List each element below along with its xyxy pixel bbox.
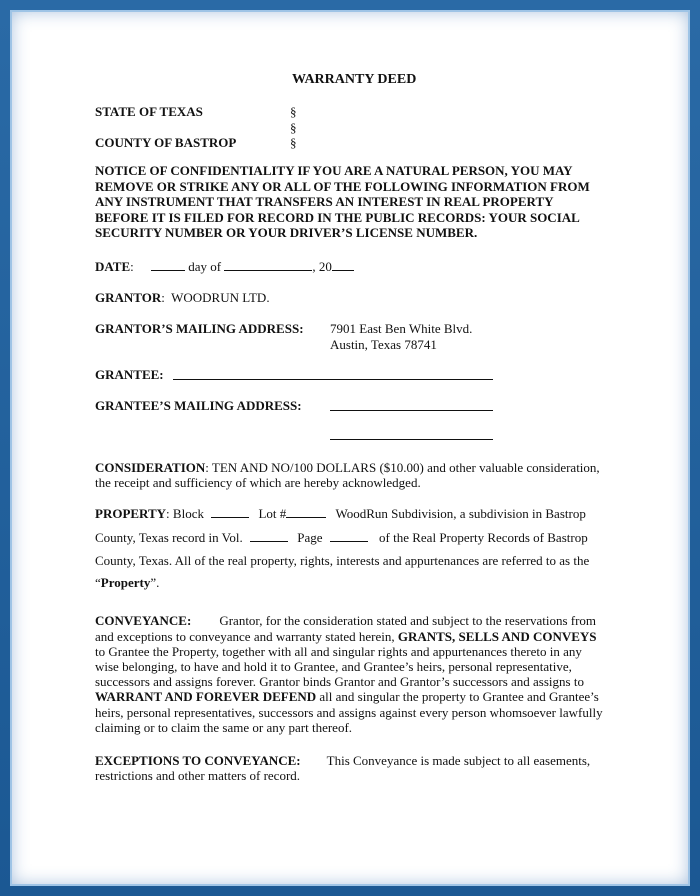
grantor-address-line1: 7901 East Ben White Blvd. — [330, 321, 473, 336]
conveyance-line3: to Grantee the Property, together with all and singular rights and appurtenances thereto in any — [95, 644, 582, 659]
conveyance-line5: successors and assigns forever. Grantor binds Grantor and Grantor’s successors and assigns to — [95, 674, 584, 689]
consideration-label: CONSIDERATION — [95, 460, 206, 475]
state-label: STATE OF TEXAS — [95, 104, 203, 119]
conveyance-label: CONVEYANCE — [95, 613, 187, 628]
lot-blank[interactable] — [286, 516, 326, 518]
block-blank[interactable] — [211, 516, 249, 518]
date-day-blank[interactable] — [151, 269, 185, 271]
notice-line: REMOVE OR STRIKE ANY OR ALL OF THE FOLLOWING INFORMATION FROM — [95, 178, 590, 194]
notice-line: BEFORE IT IS FILED FOR RECORD IN THE PUBLIC RECORDS: YOUR SOCIAL — [95, 209, 580, 225]
date-year-blank[interactable] — [332, 269, 354, 271]
exceptions-line2: restrictions and other matters of record. — [95, 768, 301, 783]
conveyance-line1: CONVEYANCE: Grantor, for the consideration stated and subject to the reservations from — [95, 613, 597, 628]
date-month-blank[interactable] — [224, 269, 312, 271]
date-year-prefix: , 20 — [312, 259, 332, 274]
property-line2: County, Texas record in Vol. Page of the Real Property Records of Bastrop — [95, 530, 588, 545]
property-label: PROPERTY — [95, 506, 167, 521]
date-row: DATE: day of , 20 — [95, 259, 354, 274]
conveyance-line6: WARRANT AND FOREVER DEFEND all and singular the property to Grantee and Grantee’s — [95, 689, 599, 704]
conveyance-line7: heirs, personal representatives, successors and assigns against every person whomsoever lawfully — [95, 705, 603, 720]
section-sign-1: § — [290, 104, 297, 119]
grantor-row: GRANTOR: WOODRUN LTD. — [95, 290, 270, 305]
grantee-blank[interactable] — [173, 379, 493, 380]
section-sign-3: § — [290, 135, 297, 150]
exceptions-label: EXCEPTIONS TO CONVEYANCE: — [95, 753, 301, 768]
property-line4: “Property”. — [95, 575, 160, 590]
grantee-label: GRANTEE: — [95, 367, 164, 382]
exceptions-line1: EXCEPTIONS TO CONVEYANCE: This Conveyance is made subject to all easements, — [95, 753, 591, 768]
property-line1: PROPERTY: Block Lot # WoodRun Subdivision, a subdivision in Bastrop — [95, 506, 586, 521]
date-day-of: day of — [188, 259, 222, 274]
property-line3: County, Texas. All of the real property, rights, interests and appurtenances are referred to as the — [95, 553, 590, 568]
document-title: WARRANTY DEED — [292, 72, 417, 87]
consideration-line2: the receipt and sufficiency of which are hereby acknowledged. — [95, 475, 421, 490]
grantee-address-label: GRANTEE’S MAILING ADDRESS: — [95, 398, 302, 413]
grantor-address-label: GRANTOR’S MAILING ADDRESS: — [95, 321, 304, 336]
conveyance-line4: wise belonging, to have and hold it to Grantee, and Grantee’s heirs, personal representative, — [95, 659, 572, 674]
county-label: COUNTY OF BASTROP — [95, 135, 237, 150]
section-sign-2: § — [290, 120, 297, 135]
grantor-label: GRANTOR — [95, 290, 162, 305]
grantor-address-line2: Austin, Texas 78741 — [330, 337, 437, 352]
consideration-line1: CONSIDERATION: TEN AND NO/100 DOLLARS ($10.00) and other valuable consideration, — [95, 460, 600, 475]
conveyance-line8: claiming or to claim the same or any part thereof. — [95, 720, 353, 735]
notice-line: NOTICE OF CONFIDENTIALITY IF YOU ARE A NATURAL PERSON, YOU MAY — [95, 163, 573, 178]
grantor-value: WOODRUN LTD. — [171, 290, 270, 305]
page-blank[interactable] — [330, 540, 368, 542]
conveyance-line2: and exceptions to conveyance and warranty stated herein, GRANTS, SELLS AND CONVEYS — [95, 629, 597, 644]
grantee-address-blank-2[interactable] — [330, 439, 493, 440]
date-label: DATE — [95, 259, 131, 274]
notice-line: ANY INSTRUMENT THAT TRANSFERS AN INTEREST IN REAL PROPERTY — [95, 194, 554, 209]
grantee-address-blank-1[interactable] — [330, 410, 493, 411]
document-page — [10, 10, 690, 886]
notice-line: SECURITY NUMBER OR YOUR DRIVER’S LICENSE NUMBER. — [95, 225, 478, 240]
confidentiality-notice — [95, 163, 605, 241]
volume-blank[interactable] — [250, 540, 288, 542]
